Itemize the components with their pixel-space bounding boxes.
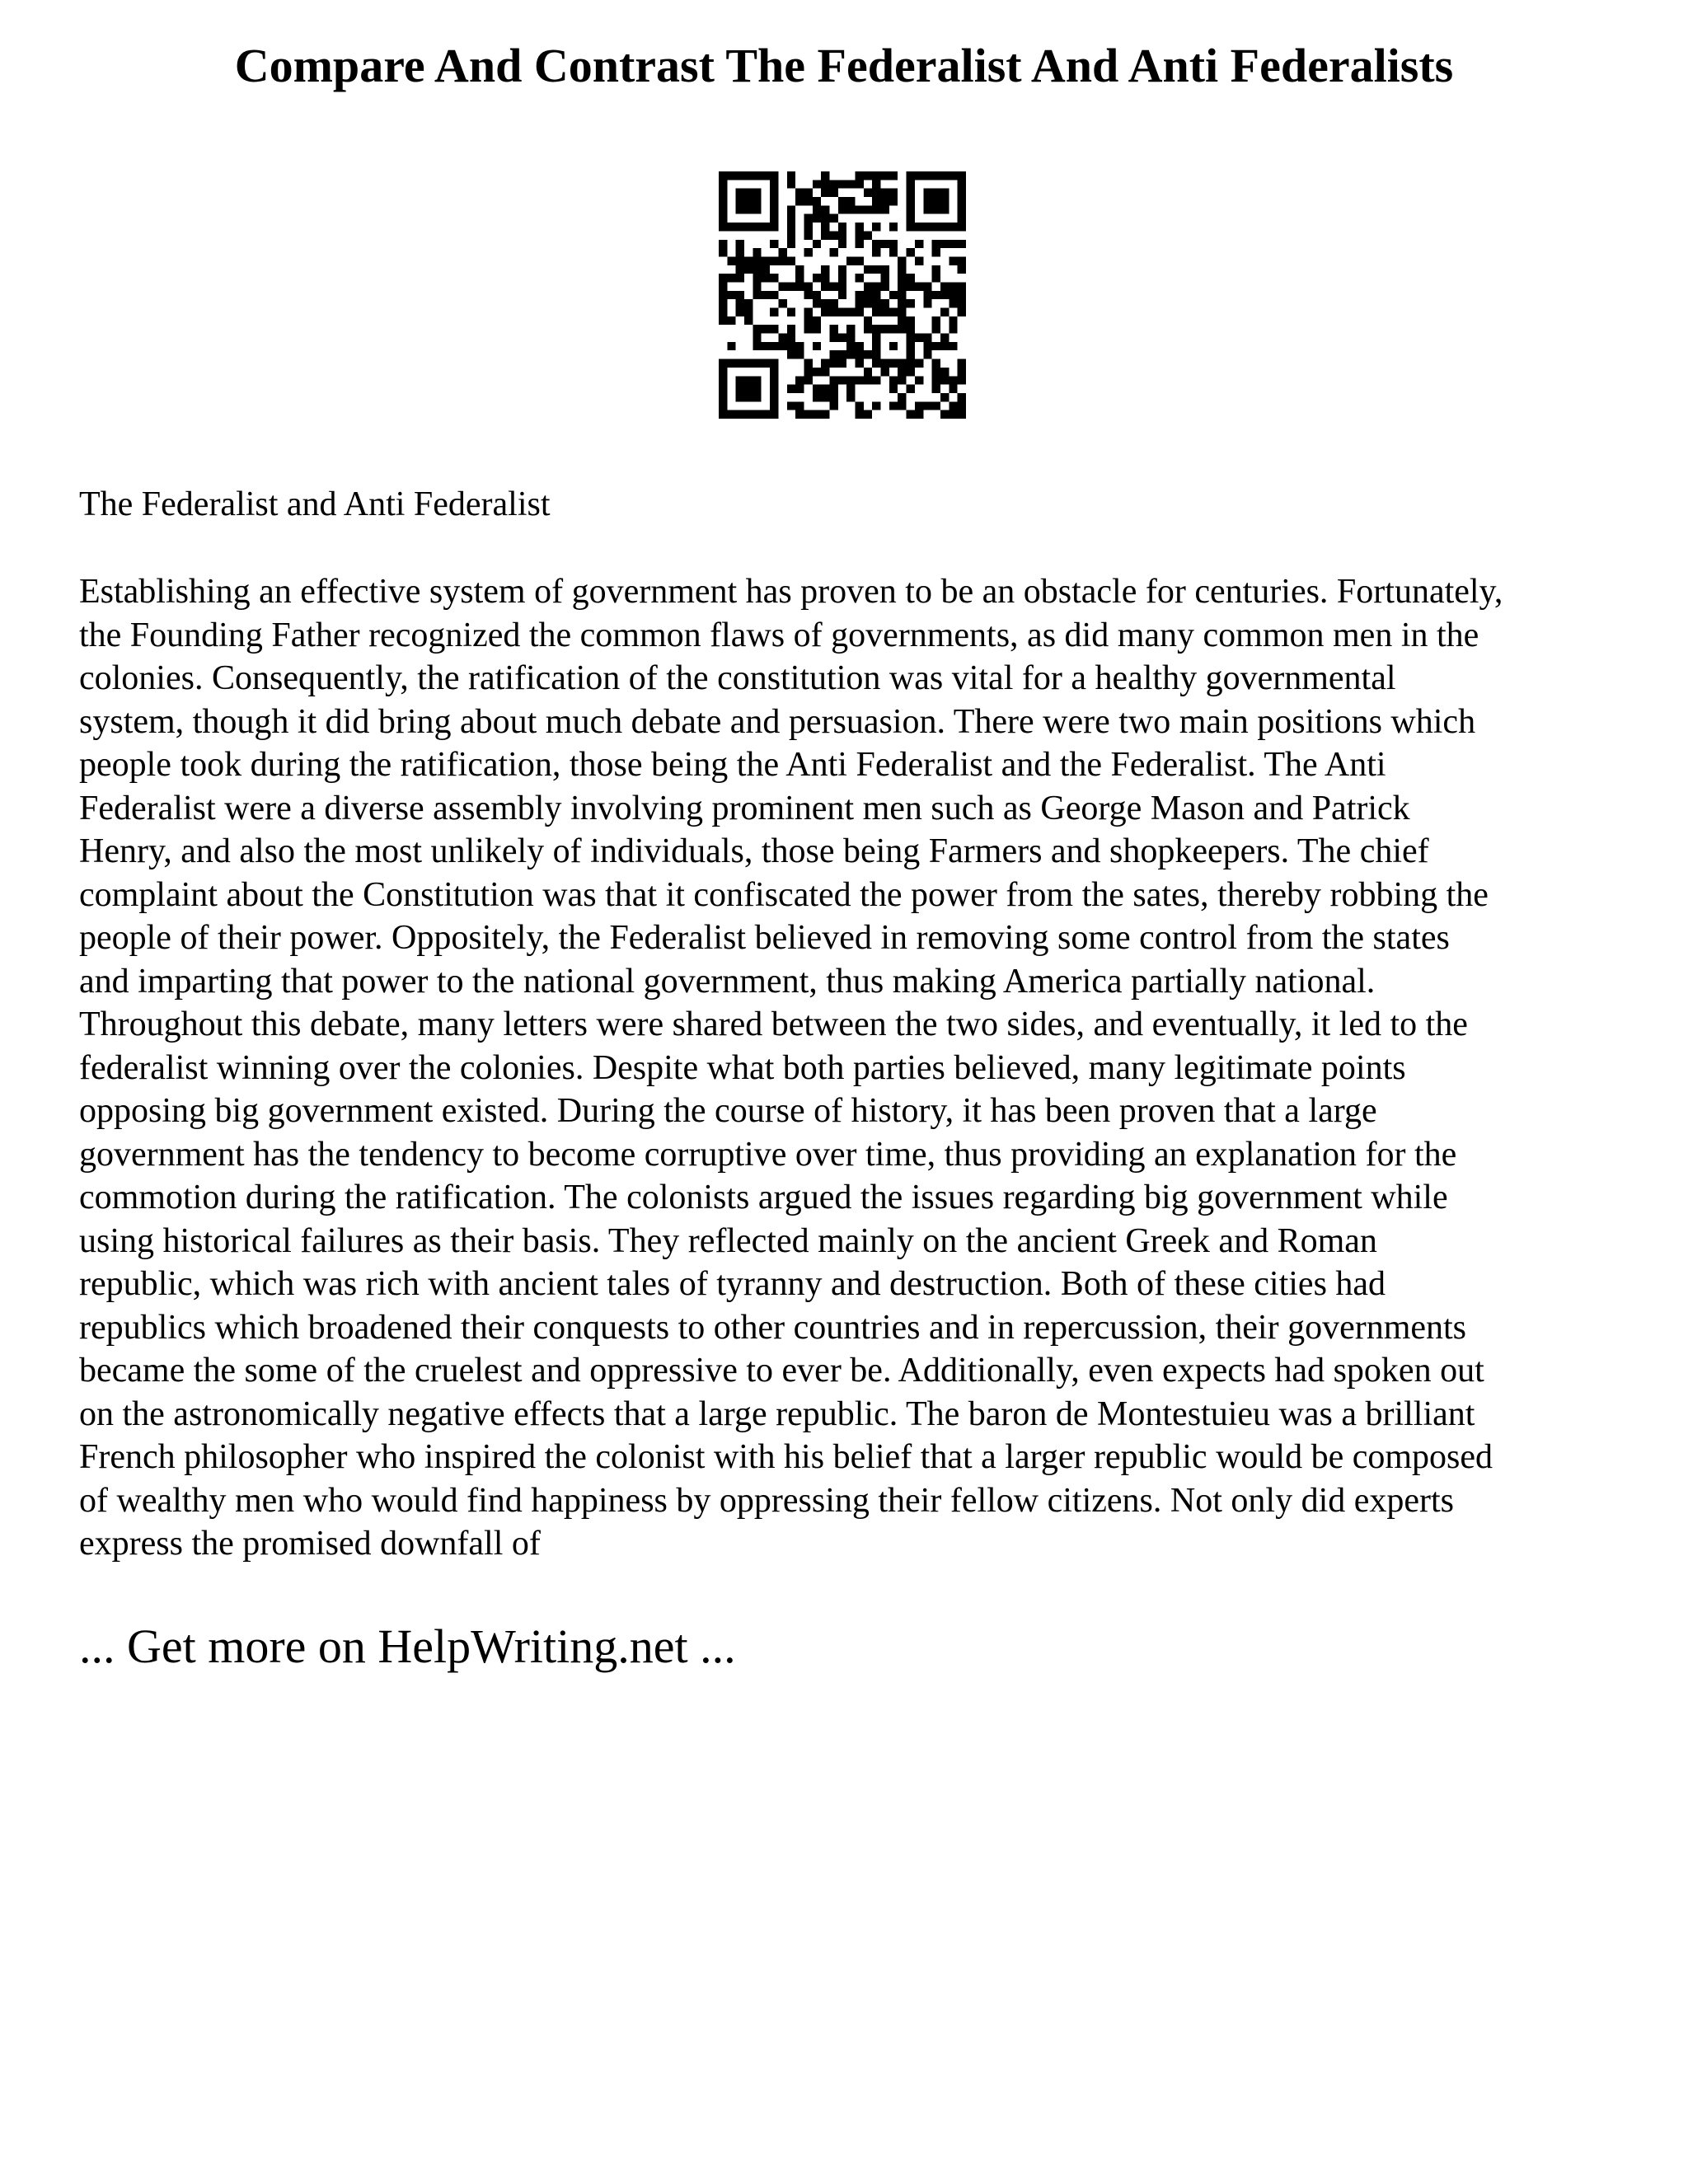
- body-line: Throughout this debate, many letters were shared between the two sides, and eventually, it led to the: [79, 1005, 1468, 1043]
- essay-subtitle: The Federalist and Anti Federalist: [79, 485, 551, 523]
- body-line: republics which broadened their conquests to other countries and in repercussion, their governments: [79, 1308, 1467, 1347]
- body-line: and imparting that power to the national government, thus making America partially national.: [79, 962, 1376, 1001]
- body-line: republic, which was rich with ancient tales of tyranny and destruction. Both of these cities had: [79, 1265, 1386, 1303]
- body-line: French philosopher who inspired the colonist with his belief that a larger republic would be composed: [79, 1438, 1493, 1476]
- body-line: people of their power. Oppositely, the Federalist believed in removing some control from the states: [79, 919, 1450, 957]
- body-line: the Founding Father recognized the common flaws of governments, as did many common men in the: [79, 616, 1479, 654]
- body-line: using historical failures as their basis. They reflected mainly on the ancient Greek and Roman: [79, 1221, 1377, 1260]
- essay-body: [79, 570, 1619, 1566]
- body-line: colonies. Consequently, the ratification of the constitution was vital for a healthy governmental: [79, 659, 1396, 697]
- get-more-link[interactable]: ... Get more on HelpWriting.net ...: [79, 1619, 736, 1673]
- qr-code[interactable]: [719, 171, 966, 419]
- body-line: became the some of the cruelest and oppressive to ever be. Additionally, even expects had spoken out: [79, 1352, 1484, 1390]
- body-line: Henry, and also the most unlikely of individuals, those being Farmers and shopkeepers. The chief: [79, 832, 1429, 870]
- body-line: government has the tendency to become corruptive over time, thus providing an explanation for the: [79, 1135, 1457, 1174]
- body-line: commotion during the ratification. The colonists argued the issues regarding big government while: [79, 1179, 1448, 1216]
- body-line: system, though it did bring about much debate and persuasion. There were two main positions which: [79, 702, 1476, 741]
- body-line: Federalist were a diverse assembly involving prominent men such as George Mason and Patrick: [79, 789, 1410, 827]
- body-line: on the astronomically negative effects that a large republic. The baron de Montestuieu was a brilliant: [79, 1394, 1475, 1433]
- body-line: of wealthy men who would find happiness by oppressing their fellow citizens. Not only did experts: [79, 1481, 1455, 1520]
- body-line: complaint about the Constitution was that it confiscated the power from the sates, thereby robbing the: [79, 875, 1489, 914]
- body-line: Establishing an effective system of government has proven to be an obstacle for centuries. Fortunately,: [79, 573, 1503, 611]
- body-line: federalist winning over the colonies. Despite what both parties believed, many legitimate points: [79, 1048, 1406, 1087]
- body-line: express the promised downfall of: [79, 1525, 541, 1563]
- body-line: people took during the ratification, those being the Anti Federalist and the Federalist. The Anti: [79, 746, 1386, 784]
- document-title: Compare And Contrast The Federalist And Anti Federalists: [234, 39, 1454, 92]
- body-line: opposing big government existed. During the course of history, it has been proven that a large: [79, 1092, 1377, 1130]
- qr-code-icon: [719, 171, 966, 419]
